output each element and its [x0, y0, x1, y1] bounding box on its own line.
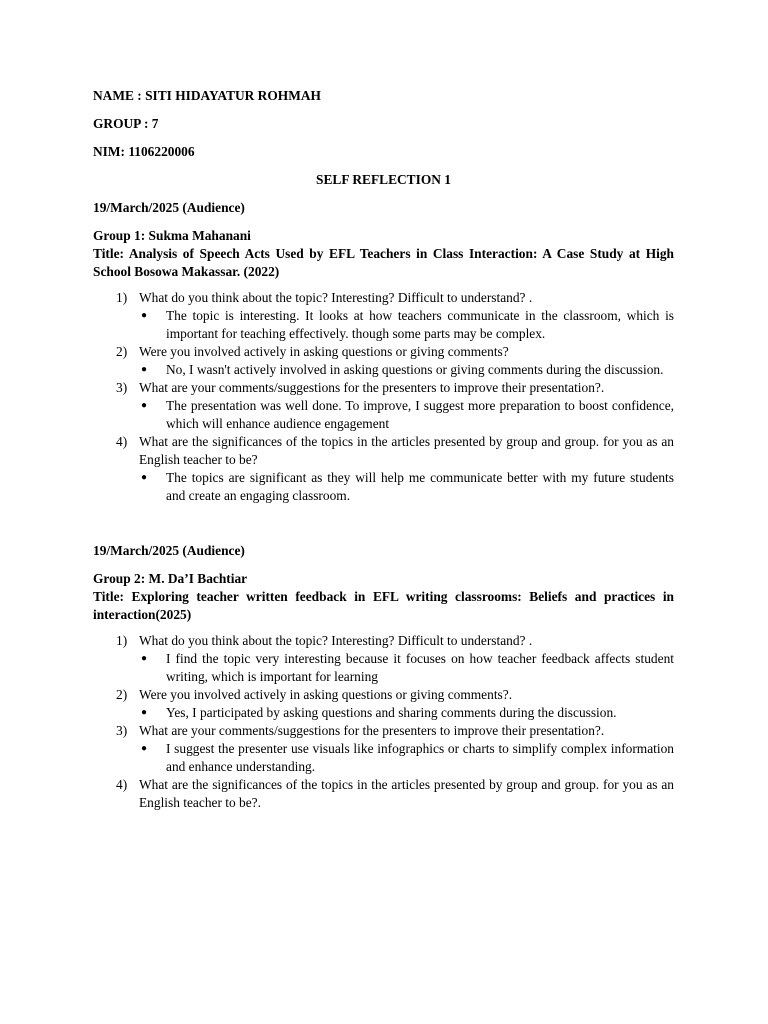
question-text: Were you involved actively in asking questions or giving comments?	[139, 344, 509, 359]
bullet-icon: ●	[141, 707, 148, 718]
section-2-title: Title: Exploring teacher written feedback in EFL writing classrooms: Beliefs and practices in interaction(2025)	[93, 589, 674, 622]
section-1-group: Group 1: Sukma Mahanani	[93, 228, 251, 243]
document-title: SELF REFLECTION 1	[316, 172, 451, 187]
section-1-questions	[93, 289, 674, 505]
question-number: 4)	[116, 777, 128, 792]
section-2-group: Group 2: M. Da’I Bachtiar	[93, 571, 248, 586]
question-item	[93, 776, 674, 812]
question-number: 1)	[116, 290, 128, 305]
answer-text: The topics are significant as they will help me communicate better with my future students and create an engaging classroom.	[166, 470, 674, 503]
section-2-date: 19/March/2025 (Audience)	[93, 543, 245, 558]
answer-item	[139, 704, 674, 722]
answer-text: Yes, I participated by asking questions and sharing comments during the discussion.	[166, 705, 617, 720]
answer-item	[139, 397, 674, 433]
question-number: 2)	[116, 687, 128, 702]
question-item	[93, 289, 674, 343]
answer-item	[139, 361, 674, 379]
student-group: GROUP : 7	[93, 116, 159, 131]
student-nim: NIM: 1106220006	[93, 144, 195, 159]
question-number: 4)	[116, 434, 128, 449]
answer-item	[139, 740, 674, 776]
answer-item	[139, 307, 674, 343]
question-text: Were you involved actively in asking questions or giving comments?.	[139, 687, 513, 702]
answer-text: The presentation was well done. To improve, I suggest more preparation to boost confidence, which will enhance audience engagement	[166, 398, 674, 431]
bullet-icon: ●	[141, 364, 148, 375]
question-number: 3)	[116, 723, 128, 738]
answer-item	[139, 469, 674, 505]
bullet-icon: ●	[141, 400, 148, 411]
question-text: What do you think about the topic? Interesting? Difficult to understand? .	[139, 290, 533, 305]
question-text: What are the significances of the topics in the articles presented by group and group. for you as an English teacher to be?.	[139, 777, 674, 810]
question-item	[93, 433, 674, 505]
question-item	[93, 632, 674, 686]
question-item	[93, 722, 674, 776]
question-text: What do you think about the topic? Interesting? Difficult to understand? .	[139, 633, 533, 648]
question-item	[93, 379, 674, 433]
bullet-icon: ●	[141, 472, 148, 483]
question-text: What are your comments/suggestions for the presenters to improve their presentation?.	[139, 380, 605, 395]
answer-text: The topic is interesting. It looks at how teachers communicate in the classroom, which is important for teaching effectively. though some parts may be complex.	[166, 308, 674, 341]
section-1-date: 19/March/2025 (Audience)	[93, 200, 245, 215]
bullet-icon: ●	[141, 310, 148, 321]
section-2-questions	[93, 632, 674, 812]
question-text: What are your comments/suggestions for the presenters to improve their presentation?.	[139, 723, 605, 738]
section-1-title: Title: Analysis of Speech Acts Used by EFL Teachers in Class Interaction: A Case Study at High School Bosowa Makassar. (2022)	[93, 246, 674, 279]
question-number: 2)	[116, 344, 128, 359]
question-number: 3)	[116, 380, 128, 395]
bullet-icon: ●	[141, 653, 148, 664]
answer-text: I find the topic very interesting because it focuses on how teacher feedback affects student writing, which is important for learning	[166, 651, 674, 684]
document-page	[93, 87, 674, 812]
answer-text: I suggest the presenter use visuals like infographics or charts to simplify complex information and enhance understanding.	[166, 741, 674, 774]
question-number: 1)	[116, 633, 128, 648]
question-text: What are the significances of the topics in the articles presented by group and group. for you as an English teacher to be?	[139, 434, 674, 467]
student-name: NAME : SITI HIDAYATUR ROHMAH	[93, 88, 321, 103]
question-item	[93, 343, 674, 379]
answer-text: No, I wasn't actively involved in asking questions or giving comments during the discussion.	[166, 362, 664, 377]
answer-item	[139, 650, 674, 686]
bullet-icon: ●	[141, 743, 148, 754]
question-item	[93, 686, 674, 722]
